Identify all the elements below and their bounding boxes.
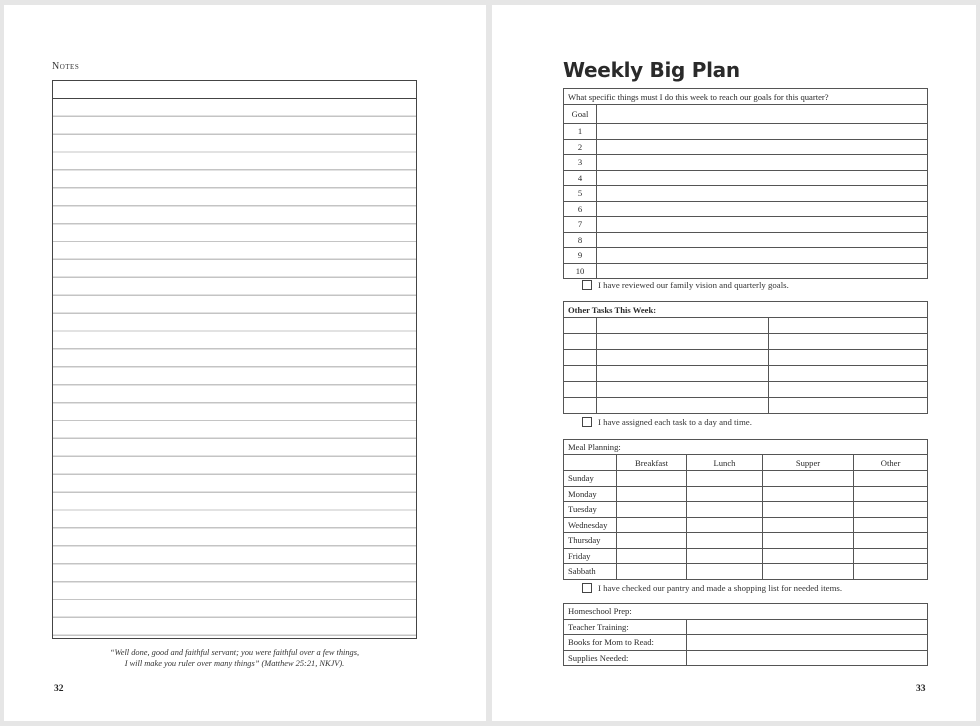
goals-reviewed-checkbox[interactable] xyxy=(582,280,592,290)
goal-number: 6 xyxy=(564,201,597,217)
task-name-cell[interactable] xyxy=(597,366,769,382)
scripture-quote xyxy=(52,647,417,669)
goal-row xyxy=(564,263,928,279)
goal-row xyxy=(564,139,928,155)
notes-box[interactable] xyxy=(52,80,417,639)
meal-day-label: Tuesday xyxy=(564,502,617,518)
notes-heading: Notes xyxy=(52,61,80,72)
goal-number: 10 xyxy=(564,263,597,279)
goals-table xyxy=(563,88,928,279)
meal-column-header: Breakfast xyxy=(617,455,687,471)
meal-day-label: Sunday xyxy=(564,471,617,487)
meal-entry-cell[interactable] xyxy=(687,548,763,564)
meal-entry-cell[interactable] xyxy=(854,533,928,549)
meal-entry-cell[interactable] xyxy=(763,486,854,502)
prep-row xyxy=(564,635,928,651)
goal-row xyxy=(564,155,928,171)
goal-entry-cell[interactable] xyxy=(597,248,928,264)
task-check-cell[interactable] xyxy=(564,382,597,398)
tasks-assigned-checkbox[interactable] xyxy=(582,417,592,427)
meal-day-row xyxy=(564,533,928,549)
task-when-cell[interactable] xyxy=(769,398,928,414)
goal-entry-cell[interactable] xyxy=(597,139,928,155)
page-title: Weekly Big Plan xyxy=(563,58,740,82)
goal-number: 4 xyxy=(564,170,597,186)
quote-line-1: “Well done, good and faithful servant; you were faithful over a few things, xyxy=(109,648,360,657)
meal-column-header: Other xyxy=(854,455,928,471)
goals-check-label: I have reviewed our family vision and quarterly goals. xyxy=(598,280,789,290)
task-when-cell[interactable] xyxy=(769,334,928,350)
meal-day-label: Friday xyxy=(564,548,617,564)
task-name-cell[interactable] xyxy=(597,318,769,334)
task-name-cell[interactable] xyxy=(597,382,769,398)
goal-number: 1 xyxy=(564,124,597,140)
goal-row xyxy=(564,248,928,264)
task-name-cell[interactable] xyxy=(597,398,769,414)
prep-row xyxy=(564,604,928,620)
meal-entry-cell[interactable] xyxy=(763,517,854,533)
goals-header: What specific things must I do this week to reach our goals for this quarter? xyxy=(564,89,928,105)
meal-day-row xyxy=(564,486,928,502)
goals-checkline xyxy=(582,280,789,290)
prep-label: Homeschool Prep: xyxy=(564,604,928,620)
meal-day-label: Sabbath xyxy=(564,564,617,580)
goal-row xyxy=(564,186,928,202)
prep-label: Teacher Training: xyxy=(564,619,687,635)
goal-entry-cell[interactable] xyxy=(597,170,928,186)
goal-entry-cell[interactable] xyxy=(597,201,928,217)
prep-label: Books for Mom to Read: xyxy=(564,635,687,651)
meal-day-row xyxy=(564,471,928,487)
meal-day-label: Wednesday xyxy=(564,517,617,533)
goal-row xyxy=(564,124,928,140)
meal-entry-cell[interactable] xyxy=(854,486,928,502)
notes-ruled-lines[interactable] xyxy=(53,99,416,638)
tasks-check-label: I have assigned each task to a day and time. xyxy=(598,417,752,427)
task-check-cell[interactable] xyxy=(564,318,597,334)
meal-entry-cell[interactable] xyxy=(763,564,854,580)
quote-line-2: I will make you ruler over many things” (Matthew 25:21, NKJV). xyxy=(124,659,345,668)
meal-day-row xyxy=(564,517,928,533)
task-check-cell[interactable] xyxy=(564,366,597,382)
meal-entry-cell[interactable] xyxy=(763,471,854,487)
goal-row xyxy=(564,201,928,217)
task-when-cell[interactable] xyxy=(769,382,928,398)
task-row xyxy=(564,350,928,366)
meal-day-row xyxy=(564,564,928,580)
task-row xyxy=(564,366,928,382)
prep-row xyxy=(564,650,928,666)
page-number-left: 32 xyxy=(54,684,64,694)
prep-row xyxy=(564,619,928,635)
meal-entry-cell[interactable] xyxy=(854,564,928,580)
meal-entry-cell[interactable] xyxy=(617,517,687,533)
goal-entry-cell[interactable] xyxy=(597,263,928,279)
task-row xyxy=(564,382,928,398)
meals-header: Meal Planning: xyxy=(564,440,928,455)
meal-entry-cell[interactable] xyxy=(854,502,928,518)
tasks-table xyxy=(563,301,928,414)
meal-entry-cell[interactable] xyxy=(687,471,763,487)
task-when-cell[interactable] xyxy=(769,350,928,366)
meal-planning-table xyxy=(563,439,928,580)
goal-number: 3 xyxy=(564,155,597,171)
tasks-checkline xyxy=(582,417,752,427)
goal-entry-cell[interactable] xyxy=(597,186,928,202)
meal-entry-cell[interactable] xyxy=(617,548,687,564)
goal-entry-cell[interactable] xyxy=(597,124,928,140)
goal-number: 8 xyxy=(564,232,597,248)
task-check-cell[interactable] xyxy=(564,398,597,414)
meal-entry-cell[interactable] xyxy=(854,471,928,487)
meal-column-header: Lunch xyxy=(687,455,763,471)
meal-day-label: Thursday xyxy=(564,533,617,549)
goal-entry-cell[interactable] xyxy=(597,232,928,248)
goal-col-label: Goal xyxy=(564,105,597,124)
meal-day-label: Monday xyxy=(564,486,617,502)
meal-entry-cell[interactable] xyxy=(617,502,687,518)
notes-box-header xyxy=(53,81,416,99)
meal-entry-cell[interactable] xyxy=(687,564,763,580)
tasks-header: Other Tasks This Week: xyxy=(564,302,928,318)
meal-column-header: Supper xyxy=(763,455,854,471)
meal-entry-cell[interactable] xyxy=(687,502,763,518)
pantry-checked-checkbox[interactable] xyxy=(582,583,592,593)
goal-row xyxy=(564,232,928,248)
prep-entry-cell[interactable] xyxy=(687,650,928,666)
task-name-cell[interactable] xyxy=(597,350,769,366)
prep-table xyxy=(563,603,928,666)
meal-entry-cell[interactable] xyxy=(617,533,687,549)
meal-entry-cell[interactable] xyxy=(763,502,854,518)
meal-entry-cell[interactable] xyxy=(854,548,928,564)
task-row xyxy=(564,398,928,414)
prep-entry-cell[interactable] xyxy=(687,619,928,635)
page-number-right: 33 xyxy=(916,684,926,694)
meal-entry-cell[interactable] xyxy=(763,533,854,549)
goal-number: 5 xyxy=(564,186,597,202)
goal-row xyxy=(564,170,928,186)
goal-number: 9 xyxy=(564,248,597,264)
task-when-cell[interactable] xyxy=(769,366,928,382)
task-row xyxy=(564,334,928,350)
meal-entry-cell[interactable] xyxy=(617,486,687,502)
task-check-cell[interactable] xyxy=(564,334,597,350)
meals-checkline xyxy=(582,583,842,593)
goal-number: 2 xyxy=(564,139,597,155)
meal-entry-cell[interactable] xyxy=(687,517,763,533)
meal-day-row xyxy=(564,502,928,518)
prep-label: Supplies Needed: xyxy=(564,650,687,666)
task-check-cell[interactable] xyxy=(564,350,597,366)
task-row xyxy=(564,318,928,334)
meal-entry-cell[interactable] xyxy=(854,517,928,533)
goal-number: 7 xyxy=(564,217,597,233)
meal-entry-cell[interactable] xyxy=(617,471,687,487)
meal-day-row xyxy=(564,548,928,564)
goal-col-blank xyxy=(597,105,928,124)
right-page xyxy=(492,5,976,721)
meal-entry-cell[interactable] xyxy=(687,533,763,549)
meal-entry-cell[interactable] xyxy=(763,548,854,564)
goal-row xyxy=(564,217,928,233)
goal-entry-cell[interactable] xyxy=(597,155,928,171)
meal-entry-cell[interactable] xyxy=(687,486,763,502)
goal-entry-cell[interactable] xyxy=(597,217,928,233)
meal-entry-cell[interactable] xyxy=(617,564,687,580)
prep-entry-cell[interactable] xyxy=(687,635,928,651)
task-name-cell[interactable] xyxy=(597,334,769,350)
task-when-cell[interactable] xyxy=(769,318,928,334)
left-page xyxy=(4,5,486,721)
meal-corner-blank xyxy=(564,455,617,471)
meals-check-label: I have checked our pantry and made a shopping list for needed items. xyxy=(598,583,843,593)
